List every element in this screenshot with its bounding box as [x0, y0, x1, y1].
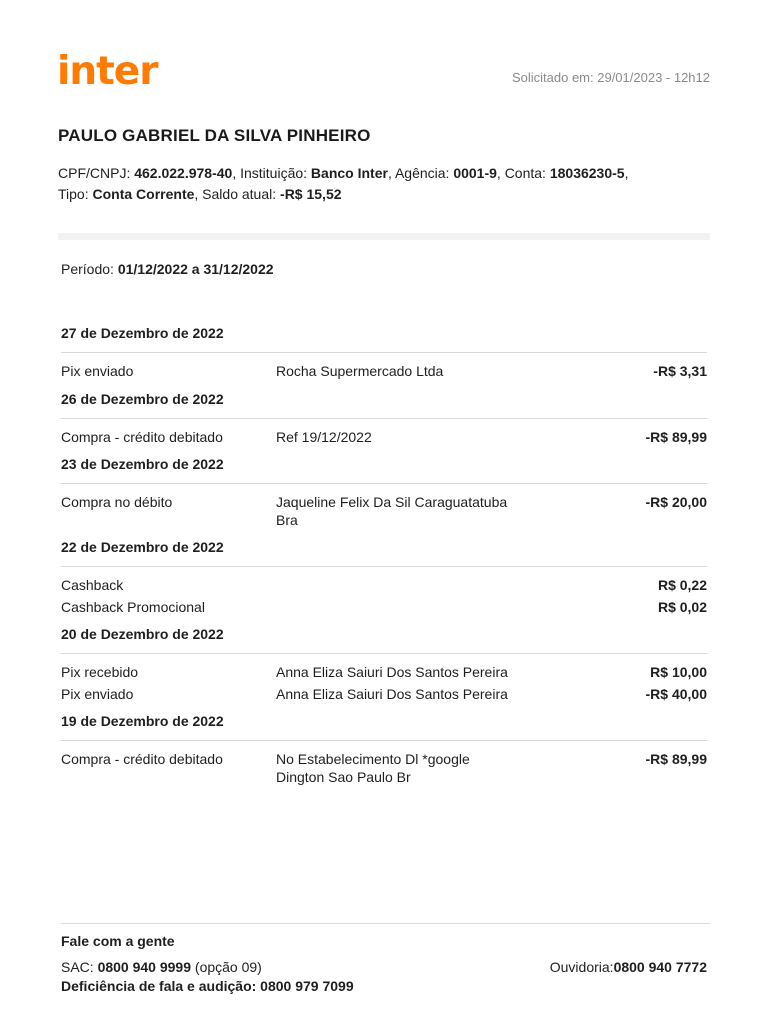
cpf-value: 462.022.978-40	[134, 165, 233, 181]
agency-value: 0001-9	[453, 165, 497, 181]
sac-number: 0800 940 9999	[97, 959, 192, 975]
account-info	[58, 163, 718, 205]
day-transactions	[61, 741, 707, 786]
transaction-row	[61, 494, 707, 529]
ouvidoria-contact	[550, 959, 707, 975]
transaction-type: Pix enviado	[61, 363, 134, 379]
transaction-description: No Estabelecimento Dl *google Dington Sao Paulo Br	[276, 751, 470, 785]
transaction-row	[61, 577, 707, 595]
cpf-label: CPF/CNPJ:	[58, 165, 135, 181]
period-label: Período:	[61, 261, 118, 277]
section-divider	[58, 233, 710, 240]
day-date-header: 22 de Dezembro de 2022	[61, 539, 707, 567]
period-value: 01/12/2022 a 31/12/2022	[117, 261, 274, 277]
transaction-type: Pix enviado	[61, 685, 134, 702]
transaction-description	[276, 599, 516, 617]
balance-value: -R$ 15,52	[280, 186, 342, 202]
transaction-row	[61, 751, 707, 786]
transaction-description: Jaqueline Felix Da Sil Caraguatatuba Bra	[276, 494, 508, 528]
account-value: 18036230-5	[549, 165, 625, 181]
day-group	[61, 391, 707, 447]
day-transactions	[61, 419, 707, 447]
transaction-amount: -R$ 89,99	[645, 428, 707, 445]
transaction-amount: -R$ 89,99	[645, 751, 707, 767]
transaction-type: Compra - crédito debitado	[61, 751, 223, 767]
day-transactions	[61, 654, 707, 703]
transaction-amount: -R$ 20,00	[645, 494, 707, 510]
institution-label: , Instituição:	[232, 165, 311, 181]
account-info-line-2	[58, 184, 718, 205]
day-group	[61, 713, 707, 786]
account-type-label: Tipo:	[58, 186, 93, 202]
transaction-type: Compra no débito	[61, 494, 173, 510]
footer-title: Fale com a gente	[61, 933, 175, 949]
account-holder-name: PAULO GABRIEL DA SILVA PINHEIRO	[58, 126, 371, 145]
day-transactions	[61, 353, 707, 381]
ouvidoria-number: 0800 940 7772	[613, 959, 707, 975]
transaction-type: Cashback	[61, 577, 124, 593]
transaction-list	[61, 325, 707, 796]
account-info-line-1: CPF/CNPJ: 462.022.978-40, Instituição: Banco Inter, Agência: 0001-9, Conta: 18036230-5,	[58, 165, 629, 181]
transaction-description: Rocha Supermercado Ltda	[276, 363, 444, 379]
transaction-type: Cashback Promocional	[61, 598, 205, 615]
day-group	[61, 539, 707, 616]
day-date-header: 27 de Dezembro de 2022	[61, 325, 707, 353]
transaction-amount: R$ 0,02	[657, 598, 707, 615]
day-date-header: 23 de Dezembro de 2022	[61, 456, 707, 484]
agency-label: , Agência:	[387, 165, 454, 181]
day-transactions	[61, 567, 707, 616]
hearing-impaired-contact: Deficiência de fala e audição: 0800 979 7099	[61, 978, 354, 994]
ouvidoria-label: Ouvidoria:	[549, 959, 614, 975]
transaction-row	[61, 686, 707, 704]
day-group	[61, 456, 707, 529]
transaction-amount: -R$ 3,31	[653, 363, 707, 379]
statement-period	[61, 261, 274, 277]
institution-value: Banco Inter	[310, 165, 388, 181]
balance-label: , Saldo atual:	[194, 186, 281, 202]
transaction-amount: R$ 10,00	[650, 664, 707, 680]
day-date-header: 26 de Dezembro de 2022	[61, 391, 707, 419]
day-group	[61, 626, 707, 703]
transaction-row	[61, 429, 707, 447]
account-type-value: Conta Corrente	[92, 186, 195, 202]
transaction-amount: -R$ 40,00	[645, 685, 707, 702]
transaction-description: Anna Eliza Saiuri Dos Santos Pereira	[276, 664, 508, 680]
sac-contact	[61, 959, 262, 975]
transaction-description: Anna Eliza Saiuri Dos Santos Pereira	[276, 685, 508, 702]
transaction-description: Ref 19/12/2022	[276, 428, 372, 445]
footer-divider	[61, 923, 710, 924]
sac-label: SAC:	[61, 959, 98, 975]
inter-logo: inter	[57, 49, 158, 94]
transaction-row	[61, 363, 707, 381]
transaction-amount: R$ 0,22	[657, 577, 707, 593]
day-date-header: 19 de Dezembro de 2022	[61, 713, 707, 741]
transaction-description	[276, 577, 516, 595]
day-date-header: 20 de Dezembro de 2022	[61, 626, 707, 654]
sac-option: (opção 09)	[191, 959, 262, 975]
transaction-type: Pix recebido	[61, 664, 139, 680]
day-transactions	[61, 484, 707, 529]
account-label: , Conta:	[496, 165, 550, 181]
transaction-type: Compra - crédito debitado	[61, 428, 223, 445]
transaction-row	[61, 664, 707, 682]
requested-date: Solicitado em: 29/01/2023 - 12h12	[511, 70, 710, 85]
transaction-row	[61, 599, 707, 617]
day-group	[61, 325, 707, 381]
